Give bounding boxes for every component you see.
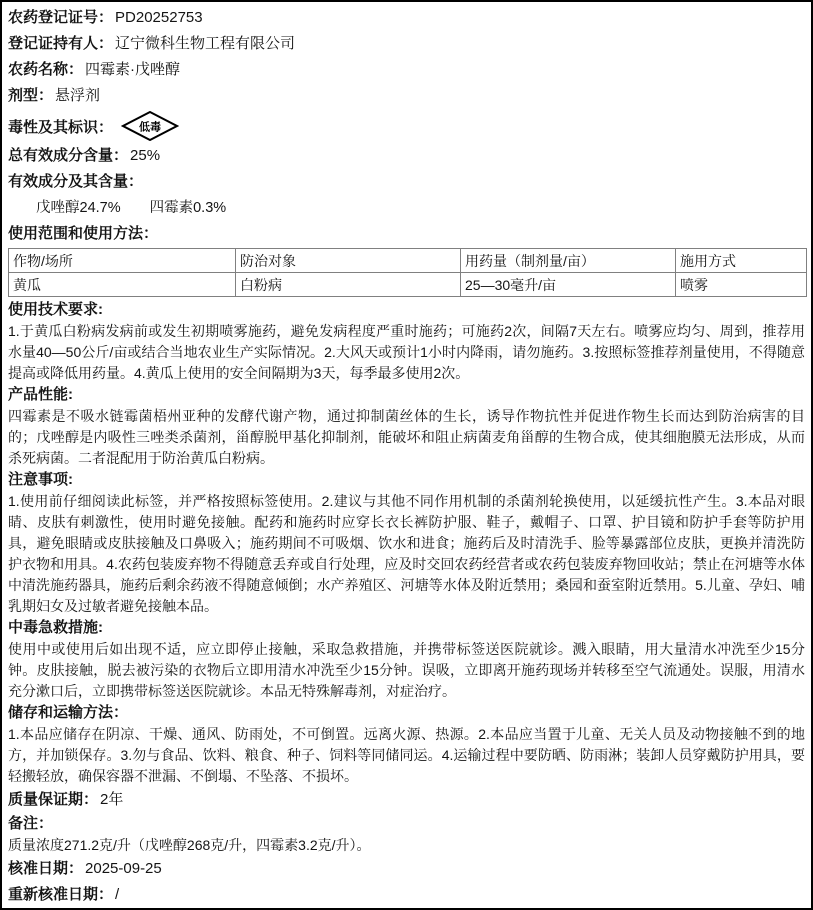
usage-table-cell-method: 喷雾 [676, 273, 807, 297]
field-total-active-content [8, 143, 805, 169]
section-first-aid [8, 617, 805, 702]
usage-table-data-row [9, 273, 807, 297]
first-aid-body: 使用中或使用后如出现不适，应立即停止接触，采取急救措施，并携带标签送医院就诊。溅入眼睛，用大量清水冲洗至少15分钟。皮肤接触，脱去被污染的衣物后立即用清水冲洗至少15分钟。误吸，立即离开施药现场并转移至空气流通处。误服，用清水充分漱口后，立即携带标签送医院就诊。本品无特殊解毒剂，对症治疗。 [8, 641, 805, 699]
usage-scope-heading [8, 221, 805, 247]
usage-table-header-row [9, 249, 807, 273]
warranty-period-label: 质量保证期： [8, 791, 99, 808]
section-remarks [8, 813, 805, 856]
formulation-type-label: 剂型： [8, 87, 54, 104]
field-warranty-period [8, 787, 805, 813]
precautions-body: 1.使用前仔细阅读此标签，并严格按照标签使用。2.建议与其他不同作用机制的杀菌剂轮换使用，以延缓抗性产生。3.本品对眼睛、皮肤有刺激性，使用时避免接触。配药和施药时应穿长衣长裤防护服、鞋子，戴帽子、口罩、护目镜和防护手套等防护用具，避免眼睛或皮肤接触及口鼻吸入；施药期间不可吸烟、饮水和进食；施药后及时清洗手、脸等暴露部位皮肤，更换并清洗防护衣物和用具。4.农药包装废弃物不得随意丢弃或自行处理，应及时交回农药经营者或农药包装废弃物回收站；禁止在河塘等水体中清洗施药器具，施药后剩余药液不得随意倾倒；水产养殖区、河塘等水体及附近禁用；桑园和蚕室附近禁用。5.儿童、孕妇、哺乳期妇女及过敏者避免接触本品。 [8, 493, 805, 614]
remarks-heading: 备注： [8, 815, 54, 832]
product-performance-heading: 产品性能: [8, 386, 73, 403]
pesticide-name-value: 四霉素·戊唑醇 [85, 61, 181, 78]
precautions-heading: 注意事项: [8, 471, 73, 488]
section-technical-requirements [8, 299, 805, 384]
field-ingredients-heading [8, 169, 805, 195]
field-reapproval-date [8, 882, 805, 908]
low-toxicity-diamond-icon [121, 111, 179, 141]
ingredients-detail: 戊唑醇24.7% 四霉素0.3% [36, 200, 227, 216]
approval-date-label: 核准日期： [8, 860, 84, 877]
usage-table-header-method: 施用方式 [676, 249, 807, 273]
first-aid-heading: 中毒急救措施: [8, 619, 103, 636]
registration-number-label: 农药登记证号： [8, 9, 114, 26]
usage-table-header-crop: 作物/场所 [9, 249, 236, 273]
formulation-type-value: 悬浮剂 [55, 87, 101, 104]
technical-requirements-heading: 使用技术要求: [8, 301, 103, 318]
usage-table-cell-target: 白粉病 [236, 273, 461, 297]
storage-transport-body: 1.本品应储存在阴凉、干燥、通风、防雨处，不可倒置。远离火源、热源。2.本品应当置于儿童、无关人员及动物接触不到的地方，并加锁保存。3.勿与食品、饮料、粮食、种子、饲料等同储同运。4.运输过程中要防晒、防雨淋；装卸人员穿戴防护用具，要轻搬轻放，确保容器不泄漏、不倒塌、不坠落、不损坏。 [8, 726, 805, 784]
total-active-content-label: 总有效成分含量： [8, 147, 129, 164]
low-toxicity-icon-text: 低毒 [139, 121, 162, 134]
toxicity-label: 毒性及其标识： [8, 118, 114, 136]
section-precautions [8, 469, 805, 617]
reapproval-date-label: 重新核准日期： [8, 886, 114, 903]
warranty-period-value: 2年 [100, 791, 124, 808]
usage-table-cell-dosage: 25—30毫升/亩 [461, 273, 676, 297]
certificate-holder-label: 登记证持有人： [8, 35, 114, 52]
field-certificate-holder [8, 31, 805, 57]
section-product-performance [8, 384, 805, 469]
field-toxicity [8, 109, 805, 143]
usage-table-header-dosage: 用药量（制剂量/亩） [461, 249, 676, 273]
usage-table-cell-crop: 黄瓜 [9, 273, 236, 297]
field-registration-number [8, 5, 805, 31]
certificate-holder-value: 辽宁微科生物工程有限公司 [115, 35, 296, 52]
field-pesticide-name [8, 57, 805, 83]
registration-number-value: PD20252753 [115, 9, 203, 26]
usage-table [8, 248, 807, 297]
field-approval-date [8, 856, 805, 882]
total-active-content-value: 25% [130, 147, 161, 164]
usage-scope-heading-label: 使用范围和使用方法： [8, 225, 159, 242]
storage-transport-heading: 储存和运输方法： [8, 704, 129, 721]
approval-date-value: 2025-09-25 [85, 860, 162, 877]
technical-requirements-body: 1.于黄瓜白粉病发病前或发生初期喷雾施药，避免发病程度严重时施药；可施药2次，间隔7天左右。喷雾应均匀、周到，推荐用水量40—50公斤/亩或结合当地农业生产实际情况。2.大风天或预计1小时内降雨，请勿施药。3.按照标签推荐剂量使用，不得随意提高或降低用药量。4.黄瓜上使用的安全间隔期为3天，每季最多使用2次。 [8, 323, 805, 381]
usage-table-header-target: 防治对象 [236, 249, 461, 273]
pesticide-name-label: 农药名称： [8, 61, 84, 78]
reapproval-date-value: / [115, 886, 120, 903]
ingredients-heading-label: 有效成分及其含量： [8, 173, 144, 190]
section-storage-transport [8, 702, 805, 787]
remarks-body: 质量浓度271.2克/升（戊唑醇268克/升，四霉素3.2克/升）。 [8, 837, 371, 853]
field-formulation-type [8, 83, 805, 109]
product-performance-body: 四霉素是不吸水链霉菌梧州亚种的发酵代谢产物，通过抑制菌丝体的生长，诱导作物抗性并促进作物生长而达到防治病害的目的；戊唑醇是内吸性三唑类杀菌剂，甾醇脱甲基化抑制剂，能破坏和阻止病菌麦角甾醇的生物合成，使其细胞膜无法形成，从而杀死病菌。二者混配用于防治黄瓜白粉病。 [8, 408, 805, 466]
